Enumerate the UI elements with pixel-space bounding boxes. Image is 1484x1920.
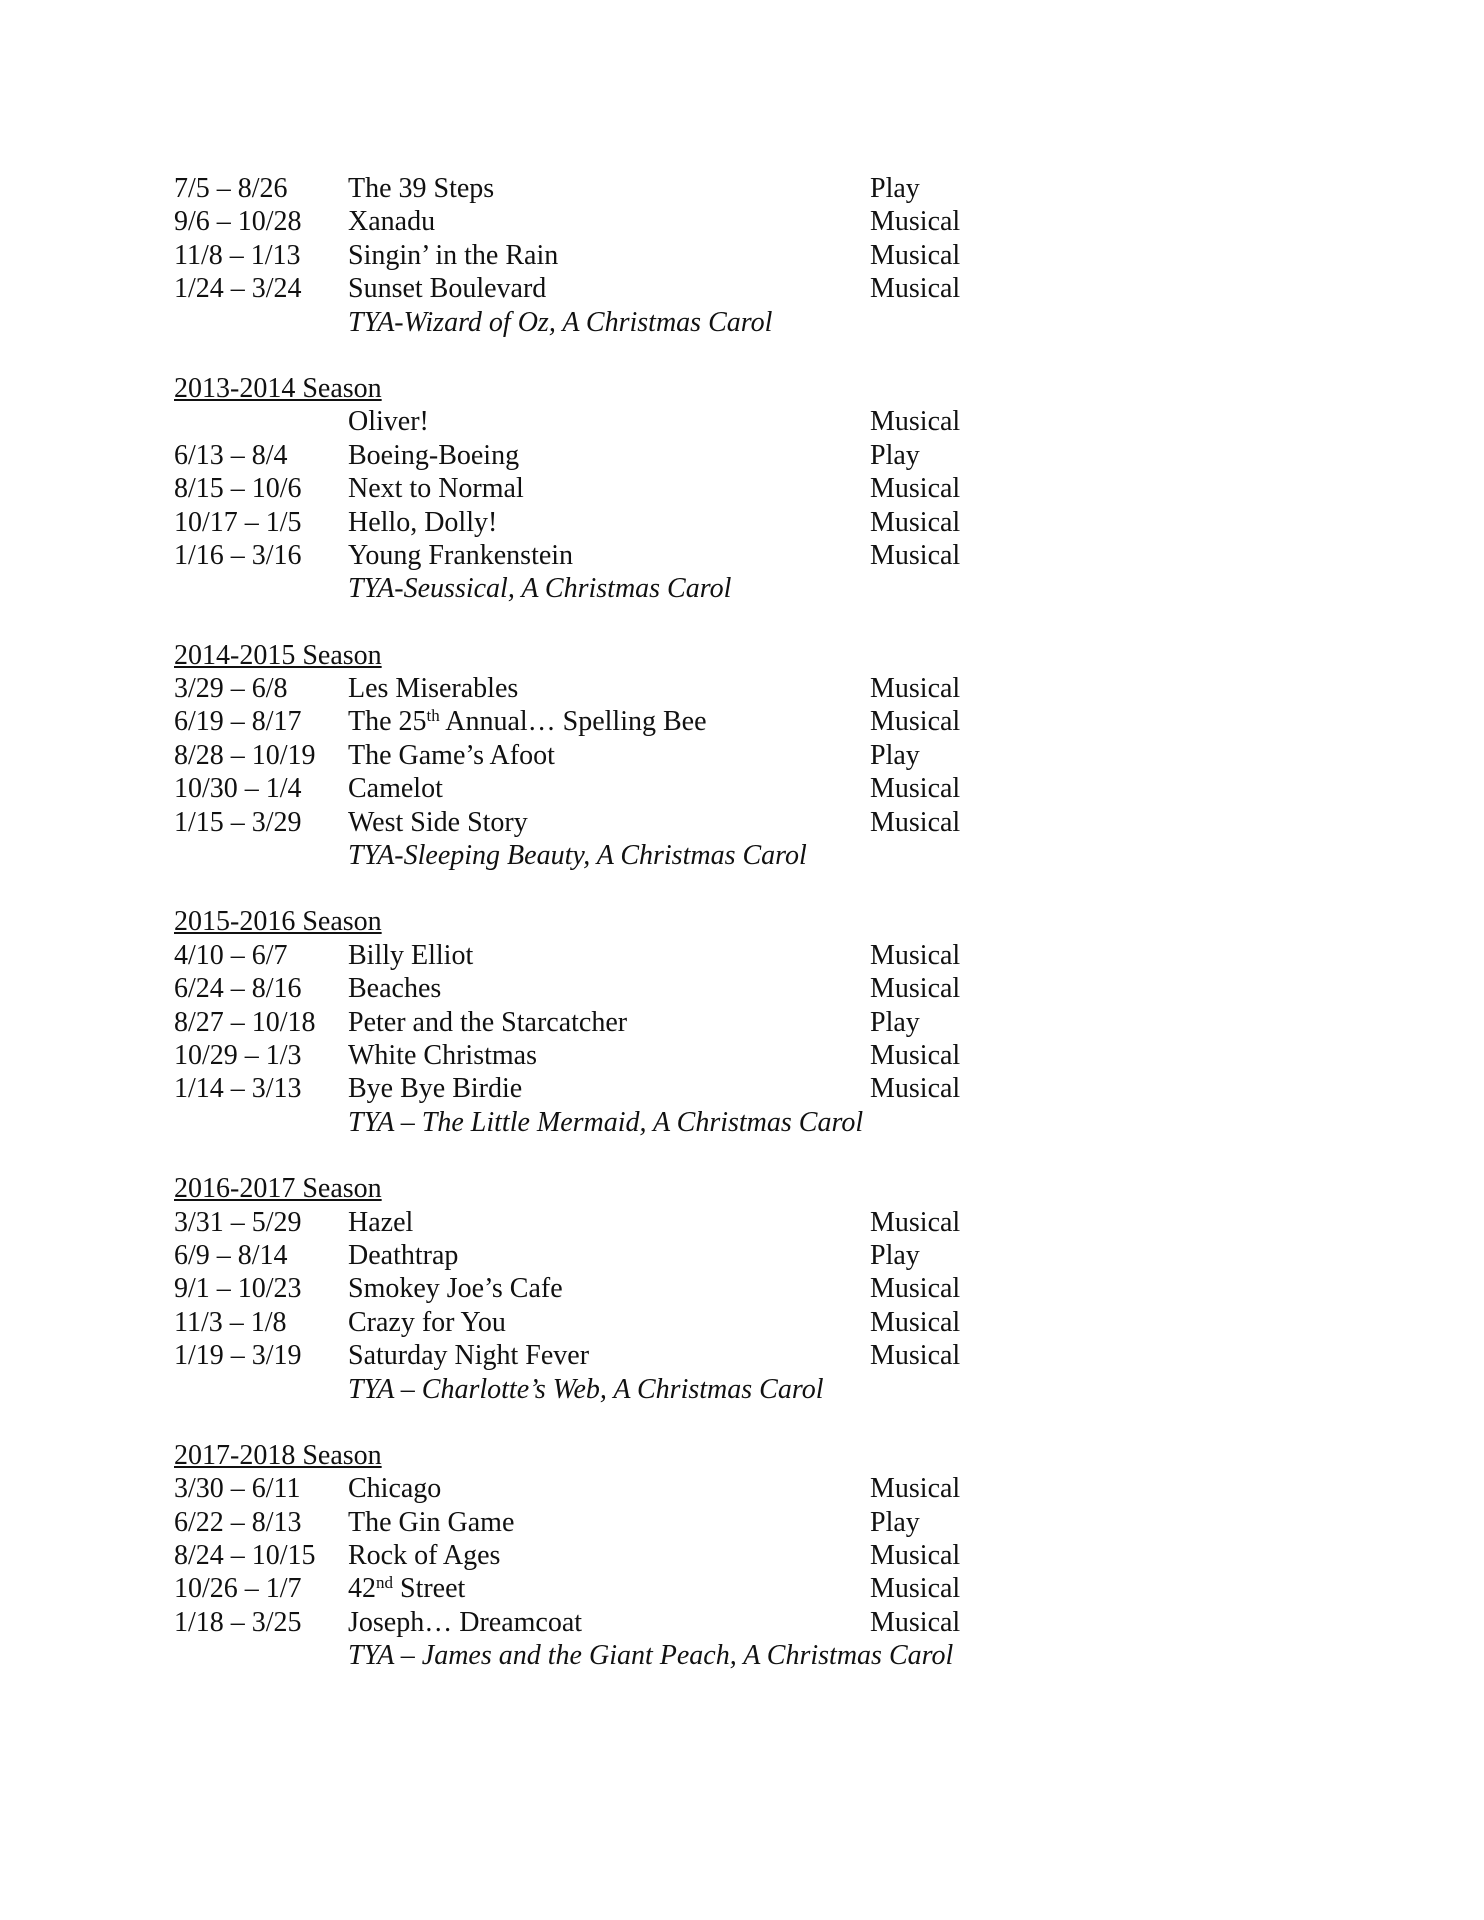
season-heading-row bbox=[174, 372, 1174, 405]
show-title: Boeing-Boeing bbox=[348, 439, 520, 471]
season-heading: 2015-2016 Season bbox=[174, 906, 382, 938]
show-dates: 1/19 – 3/19 bbox=[174, 1340, 302, 1372]
show-type: Musical bbox=[870, 1206, 961, 1238]
show-dates: 10/26 – 1/7 bbox=[174, 1573, 302, 1605]
show-row bbox=[174, 705, 1174, 738]
show-dates: 10/30 – 1/4 bbox=[174, 773, 302, 805]
show-row bbox=[174, 1039, 1174, 1072]
show-row bbox=[174, 172, 1174, 205]
show-type: Musical bbox=[870, 706, 961, 738]
show-row bbox=[174, 1206, 1174, 1239]
show-type: Musical bbox=[870, 1473, 961, 1505]
show-type: Musical bbox=[870, 806, 961, 838]
show-row bbox=[174, 972, 1174, 1005]
show-title: Billy Elliot bbox=[348, 939, 474, 971]
show-row bbox=[174, 1306, 1174, 1339]
show-row bbox=[174, 239, 1174, 272]
show-dates: 6/19 – 8/17 bbox=[174, 706, 302, 738]
season-heading: 2014-2015 Season bbox=[174, 639, 382, 671]
season-heading-row bbox=[174, 639, 1174, 672]
show-row bbox=[174, 1472, 1174, 1505]
show-type: Musical bbox=[870, 206, 961, 238]
tya-row bbox=[174, 1639, 1174, 1672]
show-type: Play bbox=[870, 439, 920, 471]
show-row bbox=[174, 439, 1174, 472]
show-dates: 3/31 – 5/29 bbox=[174, 1206, 302, 1238]
show-dates: 11/3 – 1/8 bbox=[174, 1306, 287, 1338]
show-dates: 6/24 – 8/16 bbox=[174, 973, 302, 1005]
show-dates: 1/18 – 3/25 bbox=[174, 1606, 302, 1638]
show-row bbox=[174, 806, 1174, 839]
show-type: Musical bbox=[870, 1340, 961, 1372]
show-dates: 9/6 – 10/28 bbox=[174, 206, 302, 238]
show-title-part: The 25 bbox=[348, 706, 427, 738]
show-row bbox=[174, 1606, 1174, 1639]
show-type: Musical bbox=[870, 773, 961, 805]
show-title: Crazy for You bbox=[348, 1306, 506, 1338]
show-dates: 8/27 – 10/18 bbox=[174, 1006, 316, 1038]
show-title: Les Miserables bbox=[348, 673, 519, 705]
season-section bbox=[174, 639, 1174, 873]
show-dates: 10/29 – 1/3 bbox=[174, 1039, 302, 1071]
show-dates: 4/10 – 6/7 bbox=[174, 939, 288, 971]
show-dates: 1/15 – 3/29 bbox=[174, 806, 302, 838]
show-title: The Game’s Afoot bbox=[348, 739, 555, 771]
show-type: Musical bbox=[870, 1540, 961, 1572]
show-title: Xanadu bbox=[348, 206, 436, 238]
show-row bbox=[174, 472, 1174, 505]
show-row bbox=[174, 1339, 1174, 1372]
show-row bbox=[174, 739, 1174, 772]
season-section bbox=[174, 372, 1174, 606]
season-heading-row bbox=[174, 1439, 1174, 1472]
show-row bbox=[174, 1539, 1174, 1572]
show-title: Sunset Boulevard bbox=[348, 273, 547, 305]
show-type: Play bbox=[870, 1239, 920, 1271]
show-title: West Side Story bbox=[348, 806, 528, 838]
show-type: Play bbox=[870, 173, 920, 204]
show-title: Young Frankenstein bbox=[348, 539, 574, 571]
show-row bbox=[174, 1572, 1174, 1605]
show-row bbox=[174, 539, 1174, 572]
show-row bbox=[174, 405, 1174, 438]
show-row bbox=[174, 272, 1174, 305]
show-type: Play bbox=[870, 739, 920, 771]
show-dates: 3/29 – 6/8 bbox=[174, 673, 288, 705]
tya-line: TYA-Seussical, A Christmas Carol bbox=[348, 573, 732, 605]
show-title: Hazel bbox=[348, 1206, 414, 1238]
show-row bbox=[174, 1239, 1174, 1272]
show-dates: 8/28 – 10/19 bbox=[174, 739, 316, 771]
show-title: Peter and the Starcatcher bbox=[348, 1006, 628, 1038]
show-type: Musical bbox=[870, 473, 961, 505]
show-row bbox=[174, 1272, 1174, 1305]
show-dates: 6/13 – 8/4 bbox=[174, 439, 288, 471]
show-row bbox=[174, 1072, 1174, 1105]
show-title: The 39 Steps bbox=[348, 173, 495, 204]
show-title: Next to Normal bbox=[348, 473, 524, 505]
show-dates: 8/15 – 10/6 bbox=[174, 473, 302, 505]
show-title: Singin’ in the Rain bbox=[348, 239, 559, 271]
tya-row bbox=[174, 1373, 1174, 1406]
show-dates: 7/5 – 8/26 bbox=[174, 173, 288, 204]
show-row bbox=[174, 205, 1174, 238]
show-title: Rock of Ages bbox=[348, 1540, 501, 1572]
ordinal-suffix: th bbox=[426, 706, 440, 726]
show-title: Joseph… Dreamcoat bbox=[348, 1606, 583, 1638]
show-type: Musical bbox=[870, 1073, 961, 1105]
show-dates: 1/24 – 3/24 bbox=[174, 273, 302, 305]
show-type: Musical bbox=[870, 406, 961, 438]
show-dates: 6/9 – 8/14 bbox=[174, 1239, 288, 1271]
show-type: Musical bbox=[870, 973, 961, 1005]
show-title: The Gin Game bbox=[348, 1506, 515, 1538]
tya-line: TYA-Sleeping Beauty, A Christmas Carol bbox=[348, 840, 807, 872]
season-heading-row bbox=[174, 905, 1174, 938]
season-section bbox=[174, 905, 1174, 1139]
season-section bbox=[174, 1172, 1174, 1406]
tya-line: TYA-Wizard of Oz, A Christmas Carol bbox=[348, 306, 773, 338]
season-heading: 2017-2018 Season bbox=[174, 1439, 382, 1471]
tya-row bbox=[174, 839, 1174, 872]
show-dates: 9/1 – 10/23 bbox=[174, 1273, 302, 1305]
show-type: Play bbox=[870, 1006, 920, 1038]
season-heading-row bbox=[174, 1172, 1174, 1205]
show-title: Chicago bbox=[348, 1473, 442, 1505]
show-title: Camelot bbox=[348, 773, 443, 805]
show-title: Deathtrap bbox=[348, 1239, 459, 1271]
season-heading: 2016-2017 Season bbox=[174, 1173, 382, 1205]
show-dates: 6/22 – 8/13 bbox=[174, 1506, 302, 1538]
show-title: Hello, Dolly! bbox=[348, 506, 498, 538]
tya-row bbox=[174, 306, 1174, 339]
tya-row bbox=[174, 572, 1174, 605]
ordinal-suffix: nd bbox=[376, 1573, 393, 1593]
show-title-part: Street bbox=[393, 1573, 466, 1605]
show-title-part: 42 bbox=[348, 1573, 376, 1605]
show-row bbox=[174, 772, 1174, 805]
show-title bbox=[348, 705, 707, 738]
show-type: Musical bbox=[870, 939, 961, 971]
season-heading: 2013-2014 Season bbox=[174, 372, 382, 404]
show-type: Musical bbox=[870, 1306, 961, 1338]
show-title: Beaches bbox=[348, 973, 442, 1005]
show-type: Musical bbox=[870, 1606, 961, 1638]
show-type: Musical bbox=[870, 273, 961, 305]
show-title: Saturday Night Fever bbox=[348, 1340, 590, 1372]
show-dates: 3/30 – 6/11 bbox=[174, 1473, 301, 1505]
tya-row bbox=[174, 1106, 1174, 1139]
show-row bbox=[174, 1006, 1174, 1039]
show-row bbox=[174, 1506, 1174, 1539]
show-dates: 1/14 – 3/13 bbox=[174, 1073, 302, 1105]
show-type: Musical bbox=[870, 506, 961, 538]
season-schedule-document bbox=[174, 172, 1174, 1706]
show-type: Musical bbox=[870, 1039, 961, 1071]
show-type: Musical bbox=[870, 673, 961, 705]
tya-line: TYA – James and the Giant Peach, A Christmas Carol bbox=[348, 1640, 954, 1672]
show-type: Musical bbox=[870, 1273, 961, 1305]
show-dates: 1/16 – 3/16 bbox=[174, 539, 302, 571]
show-type: Musical bbox=[870, 1573, 961, 1605]
show-type: Musical bbox=[870, 539, 961, 571]
show-title: Oliver! bbox=[348, 406, 429, 438]
show-dates: 11/8 – 1/13 bbox=[174, 239, 301, 271]
show-dates: 8/24 – 10/15 bbox=[174, 1540, 316, 1572]
show-title-part: Annual… Spelling Bee bbox=[439, 706, 707, 738]
show-title: White Christmas bbox=[348, 1039, 537, 1071]
show-row bbox=[174, 672, 1174, 705]
show-title bbox=[348, 1572, 465, 1605]
show-row bbox=[174, 506, 1174, 539]
show-dates: 10/17 – 1/5 bbox=[174, 506, 302, 538]
show-type: Play bbox=[870, 1506, 920, 1538]
show-type: Musical bbox=[870, 239, 961, 271]
season-section bbox=[174, 172, 1174, 339]
show-title: Bye Bye Birdie bbox=[348, 1073, 523, 1105]
show-row bbox=[174, 939, 1174, 972]
season-section bbox=[174, 1439, 1174, 1673]
tya-line: TYA – The Little Mermaid, A Christmas Carol bbox=[348, 1106, 864, 1138]
tya-line: TYA – Charlotte’s Web, A Christmas Carol bbox=[348, 1373, 824, 1405]
show-title: Smokey Joe’s Cafe bbox=[348, 1273, 563, 1305]
